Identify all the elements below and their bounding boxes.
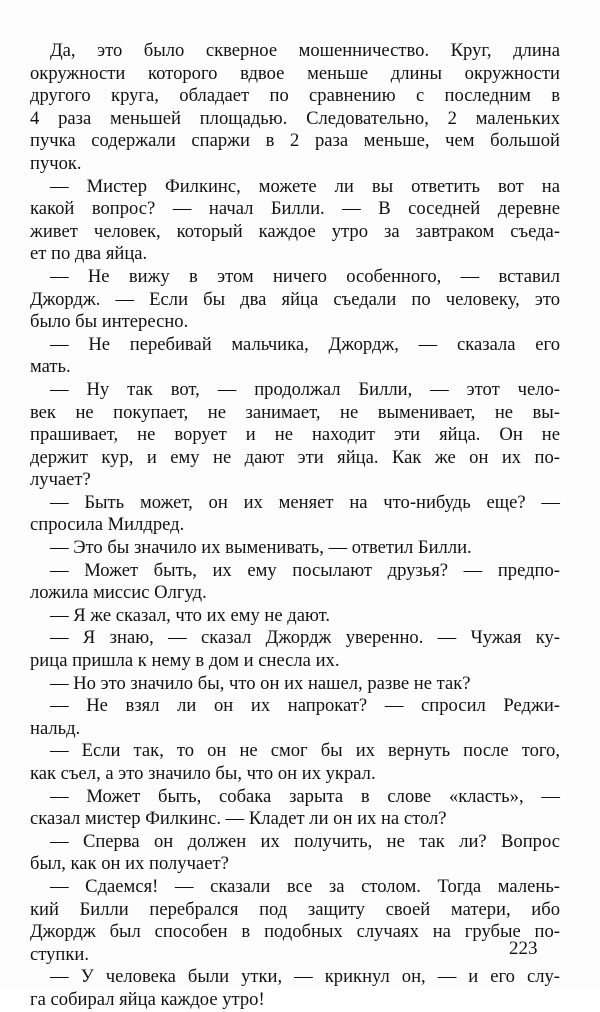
text-line: Да, это было скверное мошенничество. Круг, длина xyxy=(50,40,560,61)
text-line: — Сперва он должен их получить, не так ли? Вопрос xyxy=(50,830,560,852)
text-line: — Может быть, их ему посылают друзья? — предпо- xyxy=(50,559,560,581)
text-line: век не покупает, не занимает, не выменивает, не вы- xyxy=(30,401,560,423)
text-line: — Сдаемся! — сказали все за столом. Тогда малень- xyxy=(50,875,560,897)
text-line: Джордж был способен в подобных случаях на грубые по- xyxy=(30,921,560,943)
text-line: — Может быть, собака зарыта в слове «класть», — xyxy=(50,785,560,807)
text-line: ложила миссис Олгуд. xyxy=(30,582,207,604)
text-line: было бы интересно. xyxy=(30,311,189,333)
text-line: — Мистер Филкинс, можете ли вы ответить вот на xyxy=(50,175,560,197)
text-line: живет человек, который каждое утро за завтраком съеда- xyxy=(30,220,560,242)
text-line: рица пришла к нему в дом и снесла их. xyxy=(30,650,340,672)
text-line: га собирал яйца каждое утро! xyxy=(30,988,265,1010)
text-line: прашивает, не ворует и не находит эти яйца. Он не xyxy=(30,424,560,446)
text-line: — Не взял ли он их напрокат? — спросил Реджи- xyxy=(50,695,560,717)
text-line: Джордж. — Если бы два яйца съедали по человеку, это xyxy=(30,288,560,310)
text-line: — Не вижу в этом ничего особенного, — вставил xyxy=(50,265,560,287)
text-line: другого круга, обладает по сравнению с последним в xyxy=(30,85,560,107)
text-line: как съел, а это значило бы, что он их украл. xyxy=(30,763,376,784)
text-line: ет по два яйца. xyxy=(30,243,148,265)
text-line: держит кур, и ему не дают эти яйца. Как же он их по- xyxy=(30,446,560,468)
text-line: кий Билли перебрался под защиту своей матери, ибо xyxy=(30,898,560,920)
text-line: — Это бы значило их выменивать, — ответил Билли. xyxy=(50,537,472,559)
text-line: — Ну так вот, — продолжал Билли, — этот чело- xyxy=(50,378,560,400)
text-line: 4 раза меньшей площадью. Следовательно, 2 маленьких xyxy=(30,107,560,129)
text-line: — Быть может, он их меняет на что-нибудь еще? — xyxy=(50,491,560,513)
text-line: пучка содержали спаржи в 2 раза меньше, чем большой xyxy=(30,130,560,152)
text-line: сказал мистер Филкинс. — Кладет ли он их на стол? xyxy=(30,808,447,830)
text-line: был, как он их получает? xyxy=(30,853,229,875)
text-line: — Но это значило бы, что он их нашел, разве не так? xyxy=(50,672,471,694)
text-line: пучок. xyxy=(30,152,82,174)
text-line: — Не перебивай мальчика, Джордж, — сказала его xyxy=(50,333,560,355)
text-line: лучает? xyxy=(30,469,91,491)
text-line: окружности которого вдвое меньше длины окружности xyxy=(30,62,560,84)
text-line: мать. xyxy=(30,356,71,378)
text-line: какой вопрос? — начал Билли. — В соседней деревне xyxy=(30,198,560,220)
text-line: — Я знаю, — сказал Джордж уверенно. — Чужая ку- xyxy=(50,627,560,649)
text-line: спросила Милдред. xyxy=(30,514,185,536)
text-line: — Я же сказал, что их ему не дают. xyxy=(50,604,331,626)
page-text xyxy=(30,40,560,1012)
text-line: — У человека были утки, — крикнул он, — и его слу- xyxy=(50,966,560,988)
page-number: 223 xyxy=(509,938,538,959)
text-line: ступки. xyxy=(30,943,90,965)
text-line: — Если так, то он не смог бы их вернуть после того, xyxy=(50,740,560,762)
text-line: нальд. xyxy=(30,717,81,739)
